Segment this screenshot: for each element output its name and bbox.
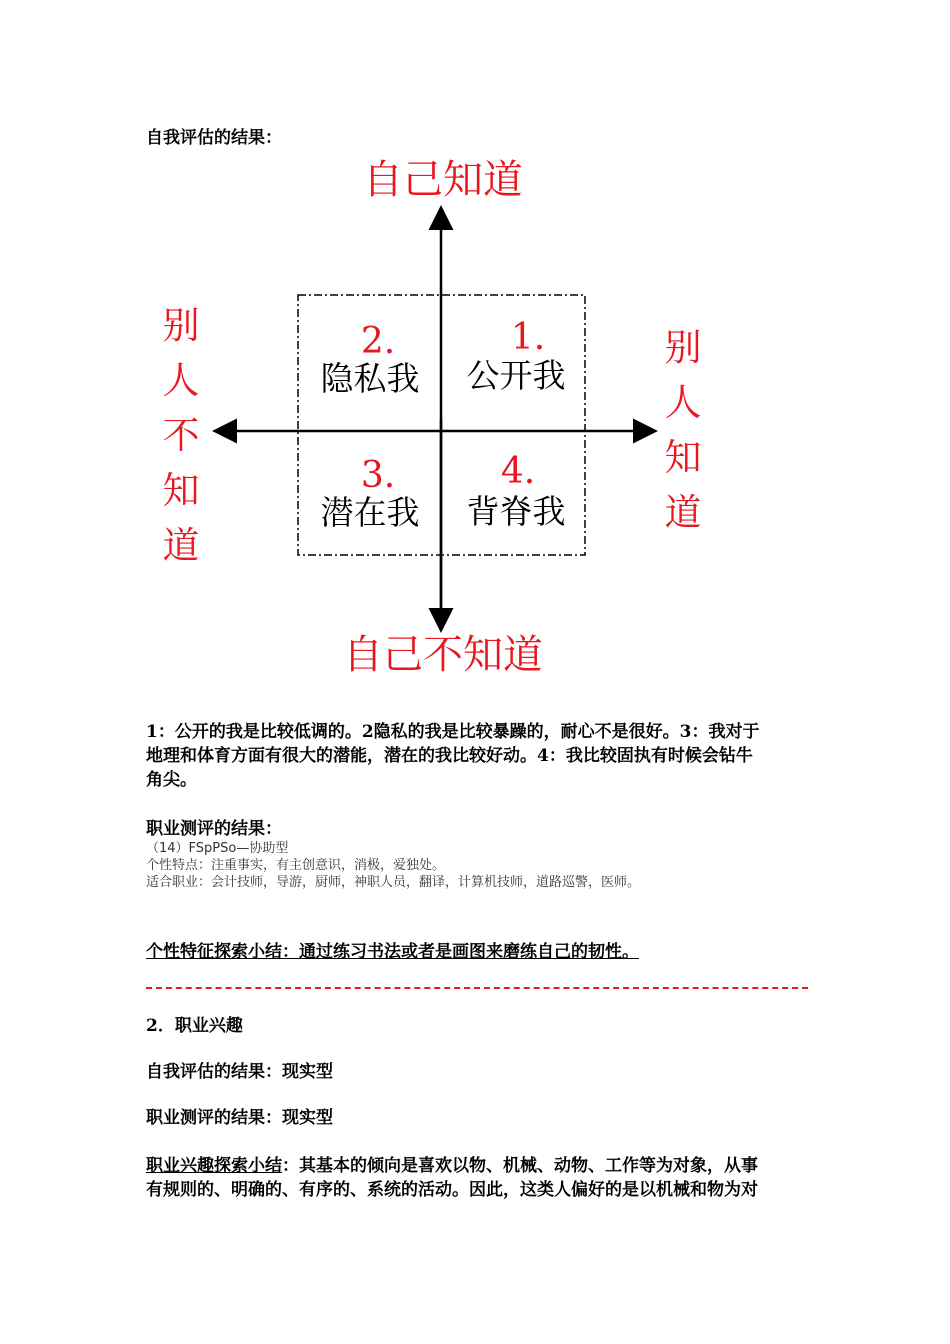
quadrant-4-number: 4.	[500, 451, 536, 492]
self-eval-heading: 自我评估的结果：	[146, 128, 282, 148]
interest-summary-label: 职业兴趣探索小结	[146, 1156, 282, 1176]
diagram-right-label: 别 人 知 道	[664, 326, 702, 534]
personality-summary: 个性特征探索小结：通过练习书法或者是画图来磨练自己的韧性。	[146, 942, 639, 962]
quadrant-1-number: 1.	[510, 317, 546, 358]
quadrant-4-label: 背脊我	[466, 492, 566, 531]
quadrant-3-number: 3.	[360, 455, 396, 496]
quadrant-2-number: 2.	[360, 321, 396, 362]
section-divider	[146, 987, 808, 989]
diagram-bottom-label: 自己不知道	[343, 632, 543, 678]
interest-self-eval: 自我评估的结果：现实型	[146, 1062, 333, 1082]
explanation-paragraph: 1：公开的我是比较低调的。2隐私的我是比较暴躁的，耐心不是很好。3：我对于 地理和体育方面有很大的潜能，潜在的我比较好动。4：我比较固执有时候会钻牛 角尖。	[146, 722, 760, 790]
diagram-top-label: 自己知道	[363, 157, 523, 203]
career-test-details: （14）FSpPSo—协助型 个性特点：注重事实，有主创意识，消极，爱独处。 适合职业：会计技师，导游，厨师，神职人员，翻译，计算机技师，道路巡警，医师。	[146, 841, 641, 890]
diagram-left-label: 别 人 不 知 道	[162, 304, 200, 567]
quadrant-2-label: 隐私我	[320, 359, 420, 398]
interest-summary: 职业兴趣探索小结：其基本的倾向是喜欢以物、机械、动物、工作等为对象，从事 有规则的、明确的、有序的、系统的活动。因此，这类人偏好的是以机械和物为对	[146, 1156, 758, 1200]
quadrant-3-label: 潜在我	[320, 493, 420, 532]
interest-career-test: 职业测评的结果：现实型	[146, 1108, 333, 1128]
career-test-heading: 职业测评的结果：	[146, 819, 282, 839]
quadrant-1-label: 公开我	[466, 356, 566, 395]
section-2-title: 2．职业兴趣	[146, 1016, 243, 1036]
